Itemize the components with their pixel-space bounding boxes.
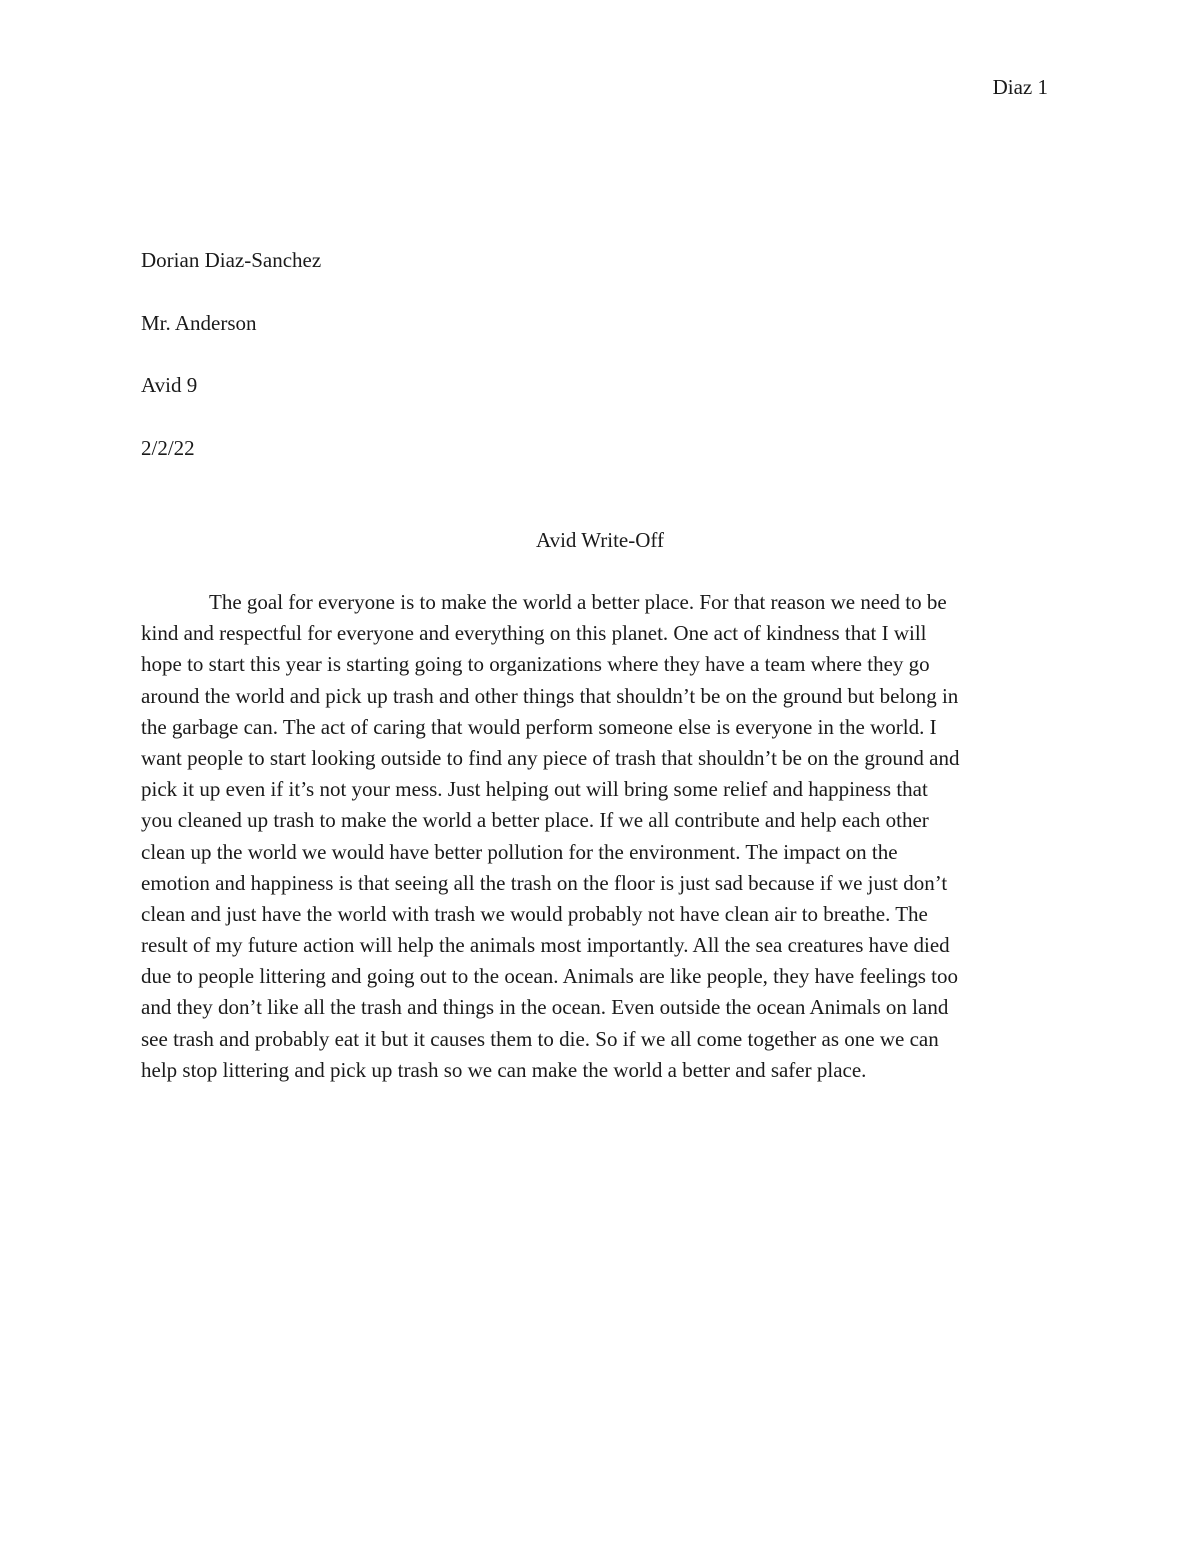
- body-line: clean up the world we would have better pollution for the environment. The impact on the: [141, 839, 898, 864]
- essay-body: [141, 588, 1071, 1087]
- body-line: see trash and probably eat it but it causes them to die. So if we all come together as one we can: [141, 1026, 939, 1051]
- student-name: Dorian Diaz-Sanchez: [141, 248, 322, 272]
- body-line: hope to start this year is starting going to organizations where they have a team where they go: [141, 652, 930, 677]
- body-line: the garbage can. The act of caring that would perform someone else is everyone in the world. I: [141, 714, 937, 739]
- body-line: and they don’t like all the trash and things in the ocean. Even outside the ocean Animals on land: [141, 995, 949, 1020]
- course-name: Avid 9: [141, 373, 198, 397]
- body-line: help stop littering and pick up trash so we can make the world a better and safer place.: [141, 1057, 867, 1082]
- body-line: emotion and happiness is that seeing all the trash on the floor is just sad because if we just don’t: [141, 870, 948, 895]
- body-line: you cleaned up trash to make the world a better place. If we all contribute and help each other: [141, 808, 929, 833]
- body-line: want people to start looking outside to find any piece of trash that shouldn’t be on the ground and: [141, 745, 960, 770]
- body-line: The goal for everyone is to make the world a better place. For that reason we need to be: [209, 590, 947, 614]
- body-line: kind and respectful for everyone and everything on this planet. One act of kindness that I will: [141, 621, 927, 646]
- body-line: clean and just have the world with trash we would probably not have clean air to breathe. The: [141, 901, 928, 926]
- body-line: pick it up even if it’s not your mess. Just helping out will bring some relief and happiness that: [141, 777, 928, 802]
- page-header-number: Diaz 1: [992, 75, 1048, 99]
- body-line: around the world and pick up trash and other things that shouldn’t be on the ground but belong in: [141, 683, 959, 708]
- body-line: due to people littering and going out to the ocean. Animals are like people, they have feelings too: [141, 964, 959, 989]
- teacher-name: Mr. Anderson: [141, 310, 257, 335]
- mla-heading: [141, 246, 321, 496]
- essay-title: Avid Write-Off: [535, 528, 665, 552]
- body-line: result of my future action will help the animals most importantly. All the sea creatures have died: [141, 933, 950, 958]
- essay-date: 2/2/22: [141, 435, 195, 460]
